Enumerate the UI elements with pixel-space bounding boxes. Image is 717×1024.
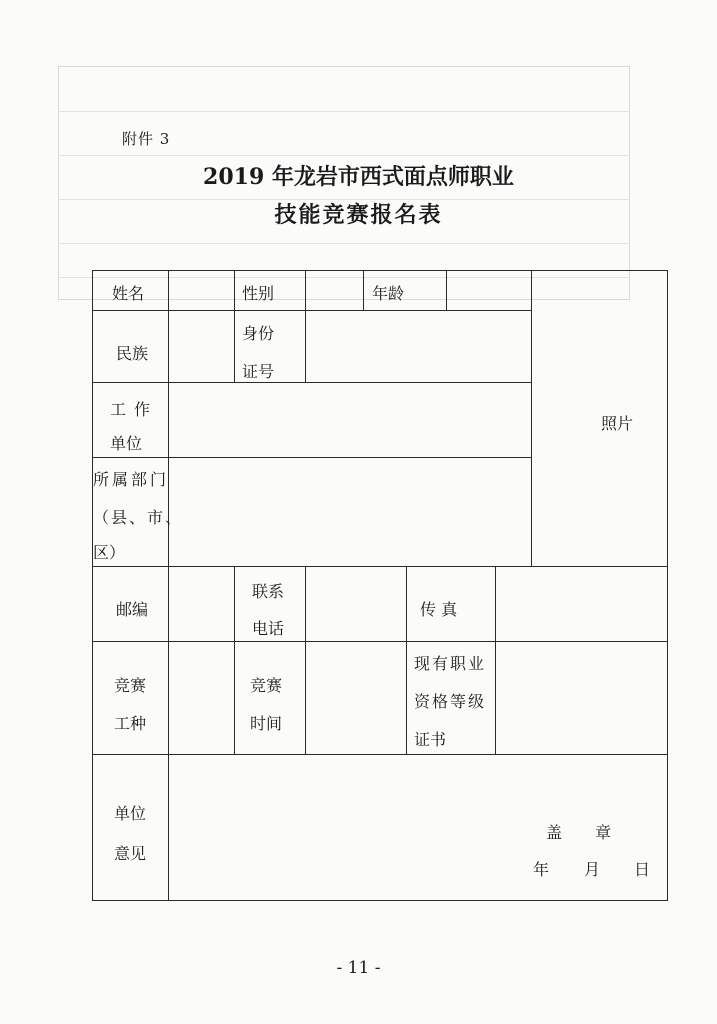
work-unit-label-line2: 单位 — [110, 434, 143, 453]
dept-label-line1: 所属部门 — [93, 470, 170, 489]
photo-cell[interactable] — [531, 270, 668, 567]
postcode-value-cell[interactable] — [168, 566, 235, 642]
attachment-label: 附件 3 — [122, 130, 171, 148]
ethnicity-label: 民族 — [116, 344, 149, 363]
time-label-line2: 时间 — [250, 714, 283, 733]
gender-label: 性别 — [242, 284, 275, 303]
postcode-label: 邮编 — [116, 600, 149, 619]
opinion-label-line1: 单位 — [114, 804, 147, 823]
gender-value-cell[interactable] — [305, 270, 364, 311]
work-unit-label-line1: 工作 — [110, 400, 159, 419]
date-year-label: 年 — [533, 860, 550, 879]
trade-value-cell[interactable] — [168, 641, 235, 755]
phone-label-line2: 电话 — [252, 619, 285, 638]
form-title-line2: 技能竞赛报名表 — [274, 202, 443, 228]
phone-value-cell[interactable] — [305, 566, 407, 642]
work-unit-value-cell[interactable] — [168, 382, 532, 458]
age-value-cell[interactable] — [446, 270, 532, 311]
dept-label-line3: 区） — [93, 543, 126, 562]
id-label-line2: 证号 — [242, 362, 275, 381]
seal-label: 盖 章 — [546, 823, 626, 842]
cert-value-cell[interactable] — [495, 641, 668, 755]
time-label-line1: 竞赛 — [250, 676, 283, 695]
opinion-label-line2: 意见 — [114, 844, 147, 863]
ethnicity-value-cell[interactable] — [168, 310, 235, 383]
trade-label-line1: 竞赛 — [114, 676, 147, 695]
dept-value-cell[interactable] — [168, 457, 532, 567]
phone-label-line1: 联系 — [252, 582, 285, 601]
name-label: 姓名 — [112, 284, 145, 303]
date-month-label: 月 — [584, 860, 601, 879]
age-label: 年龄 — [372, 284, 405, 303]
opinion-label-cell — [92, 754, 169, 901]
trade-label-cell — [92, 641, 169, 755]
id-label-line1: 身份 — [242, 324, 275, 343]
fax-value-cell[interactable] — [495, 566, 668, 642]
page-number: - 11 - — [336, 958, 381, 978]
cert-label-line1: 现有职业 — [414, 654, 487, 673]
dept-label-line2: （县、市、 — [93, 508, 184, 527]
trade-label-line2: 工种 — [114, 714, 147, 733]
time-label-cell — [234, 641, 306, 755]
time-value-cell[interactable] — [305, 641, 407, 755]
name-value-cell[interactable] — [168, 270, 235, 311]
cert-label-line3: 证书 — [414, 730, 447, 749]
id-value-cell[interactable] — [305, 310, 532, 383]
form-title-line1: 2019 年龙岩市西式面点师职业 — [203, 164, 514, 190]
photo-label: 照片 — [601, 414, 634, 433]
cert-label-line2: 资格等级 — [414, 692, 487, 711]
fax-label: 传 真 — [420, 600, 458, 619]
date-day-label: 日 — [634, 860, 651, 879]
